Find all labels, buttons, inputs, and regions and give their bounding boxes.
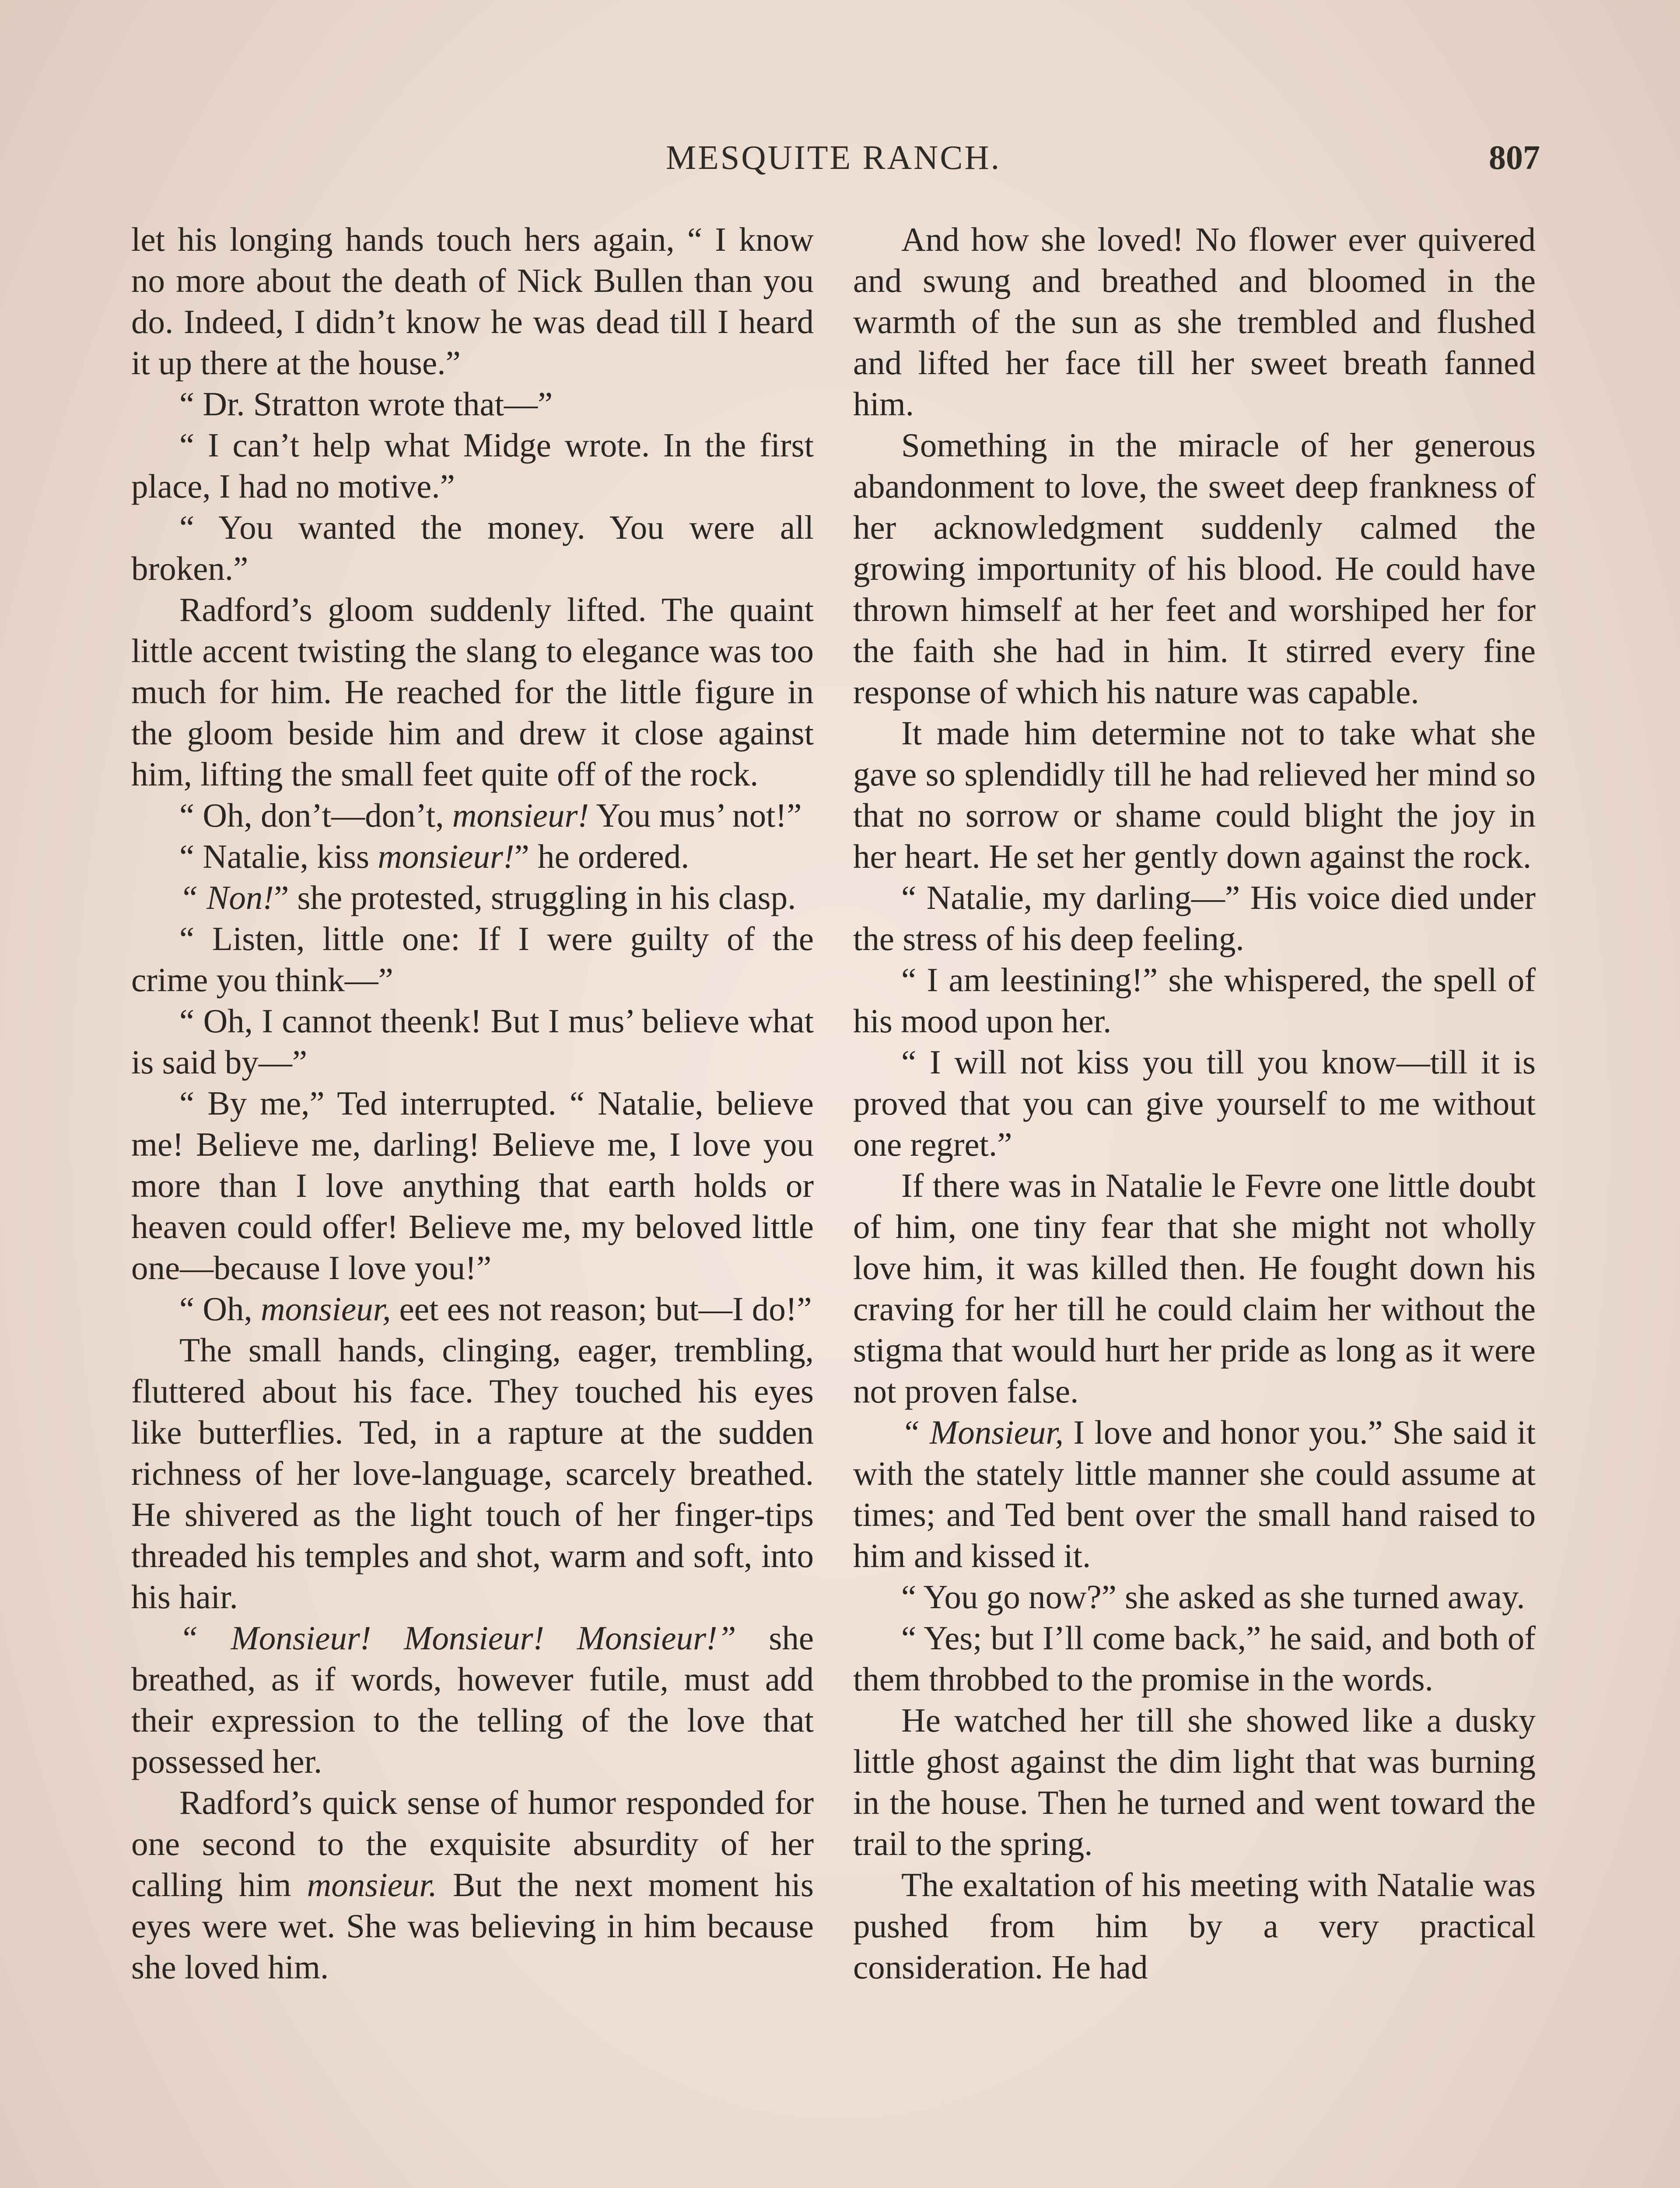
italic-word: monsieur! xyxy=(452,796,589,834)
paragraph: The exaltation of his meeting with Natalie was pushed from him by a very practical consideration. He had xyxy=(853,1866,1536,1986)
paragraph: “ Oh, I cannot theenk! But I mus’ believe what is said by—” xyxy=(131,1002,814,1081)
text-run: she breathed, as if words, however futile, must add their expression to the telling of the love that possessed her. xyxy=(131,1619,814,1780)
paragraph: Radford’s gloom suddenly lifted. The quaint little accent twisting the slang to elegance was too much for him. He reached for the little figure in the gloom beside him and drew it close against him, lifting the small feet quite off of the rock. xyxy=(131,591,814,793)
text-run: Radford’s quick sense of humor responded for one second to the exquisite absurdity of her calling him xyxy=(131,1784,814,1904)
paragraph: And how she loved! No flower ever quivered and swung and breathed and bloomed in the warmth of the sun as she trembled and flushed and lifted her face till her sweet breath fanned him. xyxy=(853,221,1536,423)
paragraph: “ Natalie, my darling—” His voice died under the stress of his deep feeling. xyxy=(853,879,1536,957)
paragraph xyxy=(853,1412,1536,1576)
paragraph: The small hands, clinging, eager, trembling, fluttered about his face. They touched his eyes like butterflies. Ted, in a rapture at the sudden richness of her love-language, scarcely breathed. He shivered as the light touch of her finger-tips threaded his temples and shot, warm and soft, into his hair. xyxy=(131,1331,814,1616)
page-header xyxy=(127,131,1540,184)
text-run: “ Natalie, kiss xyxy=(179,838,378,875)
text-run: You mus’ not!” xyxy=(589,796,802,834)
paragraph: “ I will not kiss you till you know—till it is proved that you can give yourself to me without one regret.” xyxy=(853,1043,1536,1163)
paragraph xyxy=(131,1617,814,1782)
paragraph: “ I can’t help what Midge wrote. In the first place, I had no motive.” xyxy=(131,426,814,505)
text-run: “ Oh, xyxy=(179,1290,261,1328)
paragraph: If there was in Natalie le Fevre one little doubt of him, one tiny fear that she might not wholly love him, it was killed then. He fought down his craving for her till he could claim her without the stigma that would hurt her pride as long as it were not proven false. xyxy=(853,1167,1536,1410)
paragraph xyxy=(131,1782,814,1988)
text-run: ” she protested, struggling in his clasp. xyxy=(274,879,796,916)
paragraph: “ Yes; but I’ll come back,” he said, and both of them throbbed to the promise in the words. xyxy=(853,1619,1536,1698)
text-run: eet ees not reason; but—I do!” xyxy=(391,1290,812,1328)
paragraph: He watched her till she showed like a dusky little ghost against the dim light that was burning in the house. Then he turned and went toward the trail to the spring. xyxy=(853,1701,1536,1862)
text-run: ” he ordered. xyxy=(514,838,690,875)
paragraph xyxy=(131,877,814,918)
text-run: But the next moment his eyes were wet. She was believing in him because she loved him. xyxy=(131,1866,814,1986)
right-column xyxy=(853,219,1536,1988)
italic-word: monsieur, xyxy=(261,1290,391,1328)
italic-word: “ Non! xyxy=(179,879,274,916)
paragraph: “ Listen, little one: If I were guilty of the crime you think—” xyxy=(131,920,814,999)
paragraph xyxy=(131,1288,814,1329)
paragraph: “ I am leestining!” she whispered, the spell of his mood upon her. xyxy=(853,961,1536,1040)
page-number: 807 xyxy=(1489,138,1540,176)
text-run: “ Oh, don’t—don’t, xyxy=(179,796,452,834)
paragraph xyxy=(131,836,814,877)
paragraph xyxy=(131,795,814,836)
text-run: I love and honor you.” She said it with the stately little manner she could assume at times; and Ted bent over the small hand raised to him and kissed it. xyxy=(853,1413,1536,1574)
paragraph: “ Dr. Stratton wrote that—” xyxy=(179,385,553,423)
italic-word: monsieur! xyxy=(378,838,514,875)
italic-word: “ Monsieur! Monsieur! Monsieur!” xyxy=(179,1619,736,1657)
left-column xyxy=(131,219,814,1988)
italic-word: “ Monsieur, xyxy=(901,1413,1064,1451)
running-title: MESQUITE RANCH. xyxy=(665,138,1001,176)
paragraph: Something in the miracle of her generous abandonment to love, the sweet deep frankness of her acknowledgment suddenly calmed the growing importunity of his blood. He could have thrown himself at her feet and worshiped her for the faith she had in him. It stirred every fine response of which his nature was capable. xyxy=(853,426,1536,711)
paragraph: let his longing hands touch hers again, “ I know no more about the death of Nick Bullen than you do. Indeed, I didn’t know he was dead till I heard it up there at the house.” xyxy=(131,221,814,382)
italic-word: monsieur. xyxy=(307,1866,437,1904)
paragraph: “ You wanted the money. You were all broken.” xyxy=(131,508,814,587)
paragraph: It made him determine not to take what she gave so splendidly till he had relieved her mind so that no sorrow or shame could blight the joy in her heart. He set her gently down against the rock. xyxy=(853,714,1536,875)
paragraph: “ By me,” Ted interrupted. “ Natalie, believe me! Believe me, darling! Believe me, I love you more than I love anything that earth holds or heaven could offer! Believe me, my beloved little one—because I love you!” xyxy=(131,1084,814,1287)
paragraph: “ You go now?” she asked as she turned away. xyxy=(901,1578,1525,1616)
